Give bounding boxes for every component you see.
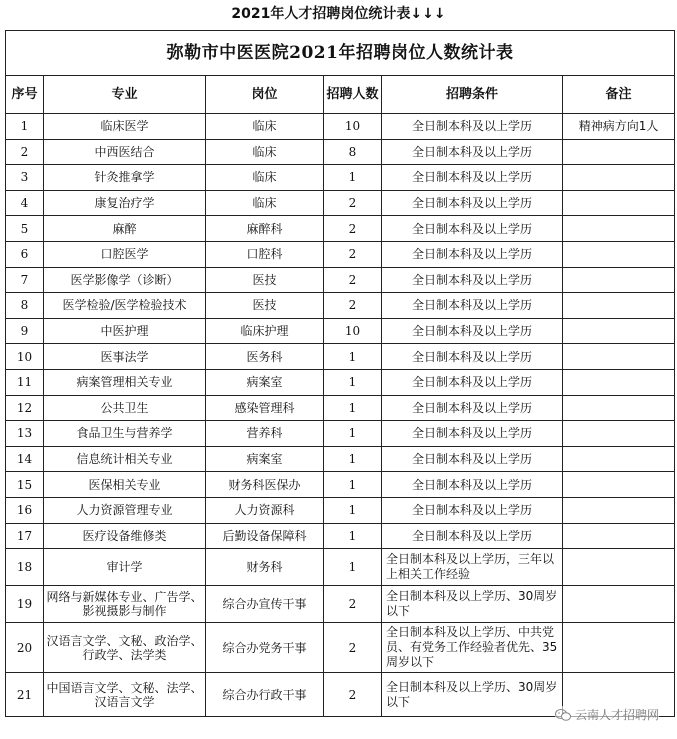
cell-major: 麻醉 xyxy=(44,216,206,242)
cell-requirements: 全日制本科及以上学历 xyxy=(382,523,563,549)
header-index: 序号 xyxy=(6,76,44,114)
cell-position: 综合办党务干事 xyxy=(206,623,324,673)
cell-major: 信息统计相关专业 xyxy=(44,446,206,472)
table-row xyxy=(6,318,675,344)
cell-major: 医疗设备维修类 xyxy=(44,523,206,549)
header-count: 招聘人数 xyxy=(324,76,382,114)
table-row xyxy=(6,190,675,216)
cell-remarks xyxy=(563,165,675,191)
cell-count: 2 xyxy=(324,267,382,293)
table-row xyxy=(6,267,675,293)
cell-remarks xyxy=(563,623,675,673)
cell-remarks xyxy=(563,139,675,165)
table-row xyxy=(6,395,675,421)
cell-remarks xyxy=(563,190,675,216)
cell-count: 1 xyxy=(324,369,382,395)
cell-position: 病案室 xyxy=(206,446,324,472)
table-row xyxy=(6,421,675,447)
cell-major: 针灸推拿学 xyxy=(44,165,206,191)
cell-requirements: 全日制本科及以上学历、30周岁以下 xyxy=(382,673,563,717)
cell-remarks xyxy=(563,586,675,623)
table-row xyxy=(6,369,675,395)
cell-position: 临床 xyxy=(206,114,324,140)
cell-requirements: 全日制本科及以上学历 xyxy=(382,472,563,498)
cell-count: 8 xyxy=(324,139,382,165)
cell-requirements: 全日制本科及以上学历，三年以上相关工作经验 xyxy=(382,549,563,586)
table-header-row xyxy=(6,76,675,114)
cell-count: 2 xyxy=(324,241,382,267)
table-row xyxy=(6,165,675,191)
cell-major: 食品卫生与营养学 xyxy=(44,421,206,447)
cell-major: 医保相关专业 xyxy=(44,472,206,498)
cell-requirements: 全日制本科及以上学历 xyxy=(382,446,563,472)
watermark xyxy=(555,706,659,723)
cell-count: 1 xyxy=(324,165,382,191)
table-title: 弥勒市中医医院2021年招聘岗位人数统计表 xyxy=(6,31,675,76)
cell-major: 临床医学 xyxy=(44,114,206,140)
cell-index: 6 xyxy=(6,241,44,267)
table-row xyxy=(6,472,675,498)
cell-position: 人力资源科 xyxy=(206,497,324,523)
cell-remarks xyxy=(563,421,675,447)
cell-requirements: 全日制本科及以上学历、中共党员、有党务工作经验者优先、35周岁以下 xyxy=(382,623,563,673)
cell-requirements: 全日制本科及以上学历 xyxy=(382,267,563,293)
cell-position: 口腔科 xyxy=(206,241,324,267)
cell-requirements: 全日制本科及以上学历 xyxy=(382,344,563,370)
cell-remarks xyxy=(563,369,675,395)
wechat-icon xyxy=(555,709,571,721)
cell-requirements: 全日制本科及以上学历 xyxy=(382,190,563,216)
cell-count: 10 xyxy=(324,318,382,344)
cell-index: 12 xyxy=(6,395,44,421)
cell-index: 3 xyxy=(6,165,44,191)
cell-position: 感染管理科 xyxy=(206,395,324,421)
cell-count: 1 xyxy=(324,472,382,498)
cell-position: 临床护理 xyxy=(206,318,324,344)
cell-index: 17 xyxy=(6,523,44,549)
cell-index: 5 xyxy=(6,216,44,242)
cell-major: 公共卫生 xyxy=(44,395,206,421)
cell-position: 医技 xyxy=(206,267,324,293)
cell-remarks xyxy=(563,523,675,549)
cell-count: 1 xyxy=(324,497,382,523)
cell-index: 19 xyxy=(6,586,44,623)
cell-position: 医技 xyxy=(206,293,324,319)
cell-position: 综合办行政干事 xyxy=(206,673,324,717)
cell-major: 病案管理相关专业 xyxy=(44,369,206,395)
table-row xyxy=(6,216,675,242)
cell-remarks: 精神病方向1人 xyxy=(563,114,675,140)
cell-position: 营养科 xyxy=(206,421,324,447)
cell-index: 13 xyxy=(6,421,44,447)
cell-major: 汉语言文学、文秘、政治学、行政学、法学类 xyxy=(44,623,206,673)
page-title: 2021年人才招聘岗位统计表↓↓↓ xyxy=(231,6,446,22)
cell-count: 2 xyxy=(324,623,382,673)
cell-requirements: 全日制本科及以上学历 xyxy=(382,216,563,242)
cell-major: 口腔医学 xyxy=(44,241,206,267)
cell-count: 10 xyxy=(324,114,382,140)
cell-index: 4 xyxy=(6,190,44,216)
cell-index: 11 xyxy=(6,369,44,395)
cell-count: 2 xyxy=(324,190,382,216)
cell-major: 中国语言文学、文秘、法学、汉语言文学 xyxy=(44,673,206,717)
table-row xyxy=(6,523,675,549)
cell-remarks xyxy=(563,293,675,319)
cell-remarks xyxy=(563,446,675,472)
table-body xyxy=(6,114,675,717)
table-row xyxy=(6,241,675,267)
cell-index: 1 xyxy=(6,114,44,140)
watermark-text: 云南人才招聘网 xyxy=(574,708,659,722)
cell-count: 2 xyxy=(324,293,382,319)
cell-requirements: 全日制本科及以上学历 xyxy=(382,293,563,319)
cell-requirements: 全日制本科及以上学历 xyxy=(382,497,563,523)
recruitment-table xyxy=(5,30,675,717)
cell-major: 医事法学 xyxy=(44,344,206,370)
table-row xyxy=(6,549,675,586)
header-major: 专业 xyxy=(44,76,206,114)
cell-count: 2 xyxy=(324,216,382,242)
cell-index: 21 xyxy=(6,673,44,717)
cell-requirements: 全日制本科及以上学历 xyxy=(382,165,563,191)
cell-position: 财务科 xyxy=(206,549,324,586)
cell-major: 中西医结合 xyxy=(44,139,206,165)
cell-remarks xyxy=(563,216,675,242)
cell-count: 1 xyxy=(324,549,382,586)
table-row xyxy=(6,446,675,472)
cell-index: 9 xyxy=(6,318,44,344)
cell-remarks xyxy=(563,497,675,523)
cell-position: 医务科 xyxy=(206,344,324,370)
cell-index: 8 xyxy=(6,293,44,319)
cell-position: 财务科医保办 xyxy=(206,472,324,498)
cell-major: 医学影像学（诊断） xyxy=(44,267,206,293)
cell-position: 临床 xyxy=(206,139,324,165)
cell-count: 1 xyxy=(324,446,382,472)
cell-major: 网络与新媒体专业、广告学、影视摄影与制作 xyxy=(44,586,206,623)
cell-index: 20 xyxy=(6,623,44,673)
cell-remarks xyxy=(563,472,675,498)
cell-count: 1 xyxy=(324,395,382,421)
table-row xyxy=(6,293,675,319)
cell-index: 2 xyxy=(6,139,44,165)
cell-count: 2 xyxy=(324,673,382,717)
cell-remarks xyxy=(563,344,675,370)
cell-count: 1 xyxy=(324,344,382,370)
cell-index: 10 xyxy=(6,344,44,370)
table-row xyxy=(6,114,675,140)
recruitment-table-container xyxy=(5,30,674,717)
table-row xyxy=(6,623,675,673)
cell-position: 麻醉科 xyxy=(206,216,324,242)
cell-remarks xyxy=(563,549,675,586)
cell-major: 医学检验/医学检验技术 xyxy=(44,293,206,319)
cell-index: 14 xyxy=(6,446,44,472)
cell-requirements: 全日制本科及以上学历 xyxy=(382,421,563,447)
header-requirements: 招聘条件 xyxy=(382,76,563,114)
cell-requirements: 全日制本科及以上学历、30周岁以下 xyxy=(382,586,563,623)
table-row xyxy=(6,586,675,623)
cell-position: 综合办宣传干事 xyxy=(206,586,324,623)
cell-position: 临床 xyxy=(206,190,324,216)
cell-requirements: 全日制本科及以上学历 xyxy=(382,241,563,267)
cell-requirements: 全日制本科及以上学历 xyxy=(382,114,563,140)
cell-index: 7 xyxy=(6,267,44,293)
cell-remarks xyxy=(563,241,675,267)
cell-count: 1 xyxy=(324,421,382,447)
cell-position: 病案室 xyxy=(206,369,324,395)
cell-index: 18 xyxy=(6,549,44,586)
cell-major: 审计学 xyxy=(44,549,206,586)
table-row xyxy=(6,344,675,370)
cell-remarks xyxy=(563,395,675,421)
header-remarks: 备注 xyxy=(563,76,675,114)
cell-major: 中医护理 xyxy=(44,318,206,344)
cell-count: 2 xyxy=(324,586,382,623)
cell-count: 1 xyxy=(324,523,382,549)
cell-index: 15 xyxy=(6,472,44,498)
cell-requirements: 全日制本科及以上学历 xyxy=(382,369,563,395)
cell-requirements: 全日制本科及以上学历 xyxy=(382,139,563,165)
table-row xyxy=(6,497,675,523)
cell-remarks xyxy=(563,318,675,344)
cell-requirements: 全日制本科及以上学历 xyxy=(382,318,563,344)
cell-remarks xyxy=(563,267,675,293)
cell-position: 后勤设备保障科 xyxy=(206,523,324,549)
cell-major: 人力资源管理专业 xyxy=(44,497,206,523)
cell-major: 康复治疗学 xyxy=(44,190,206,216)
cell-index: 16 xyxy=(6,497,44,523)
header-position: 岗位 xyxy=(206,76,324,114)
table-row xyxy=(6,139,675,165)
cell-requirements: 全日制本科及以上学历 xyxy=(382,395,563,421)
cell-position: 临床 xyxy=(206,165,324,191)
